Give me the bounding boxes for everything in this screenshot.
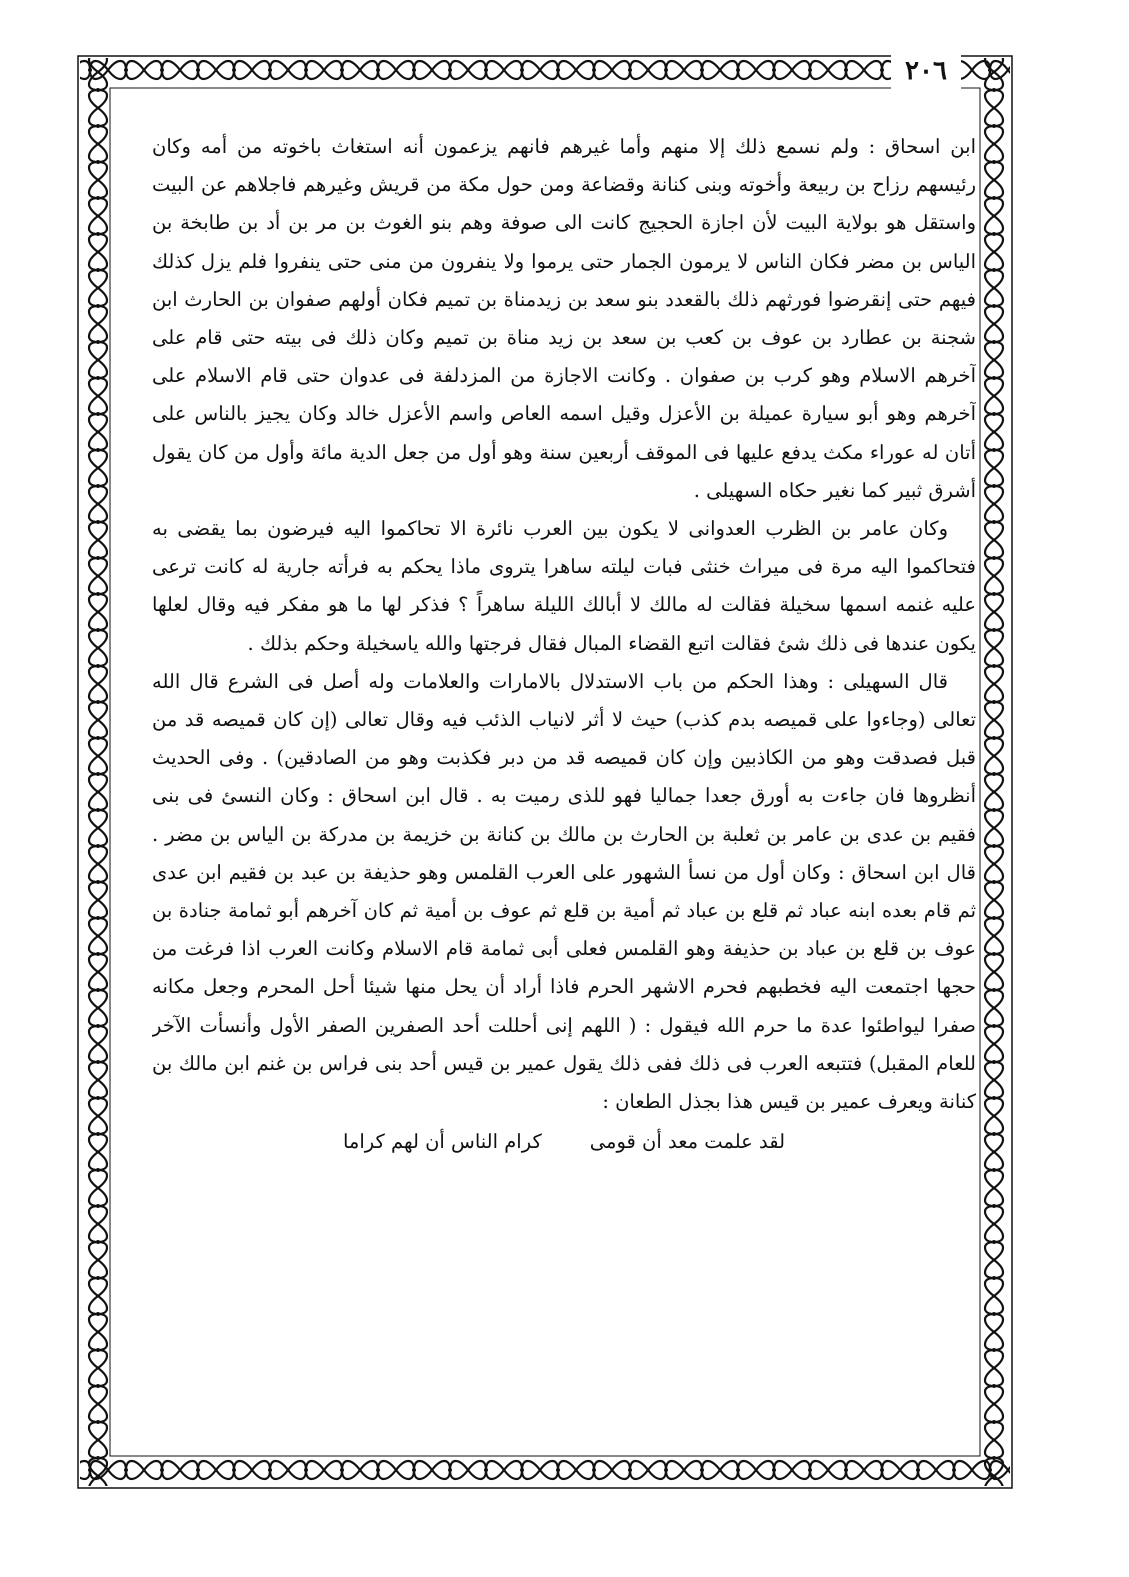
paragraph-2: وكان عامر بن الظرب العدوانى لا يكون بين العرب نائرة الا تحاكموا اليه فيرضون بما يقضى به فتحاكموا اليه مرة فى ميراث خنثى فبات ليلته ساهرا يتروى ماذا يحكم به فرأته جارية له كانت ترعى عليه غنمه اسمها سخيلة فقالت له مالك لا أبالك الليلة ساهراً ؟ فذكر لها ما هو مفكر فيه وقال لعلها يكون عندها فى ذلك شئ فقالت اتبع القضاء المبال فقال فرجتها والله ياسخيلة وحكم بذلك . bbox=[152, 517, 976, 655]
verse-second-hemistich: كرام الناس أن لهم كراما bbox=[342, 1130, 542, 1154]
verse-first-hemistich: لقد علمت معد أن قومى bbox=[589, 1130, 786, 1154]
page-body bbox=[152, 128, 976, 1458]
poetry-verse bbox=[152, 1123, 976, 1161]
paragraph-1: ابن اسحاق : ولم نسمع ذلك إلا منهم وأما غيرهم فانهم يزعمون أنه استغاث باخوته من أمه وكان رئيسهم رزاح بن ربيعة وأخوته وبنى كنانة وقضاعة ومن حول مكة من قريش وغيرهم فاجلاهم عن البيت واستقل هو بولاية البيت لأن اجازة الحجيج كانت الى صوفة وهم بنو الغوث بن مر بن أد بن طابخة بن الياس بن مضر فكان الناس لا يرمون الجمار حتى يرموا ولا ينفرون من منى حتى ينفروا فلم يزل كذلك فيهم حتى إنقرضوا فورثهم ذلك بالقعدد بنو سعد بن زيدمناة بن تميم فكان أولهم صفوان بن الحارث ابن شجنة بن عطارد بن عوف بن كعب بن سعد بن زيد مناة بن تميم وكان ذلك فى بيته حتى قام على آخرهم الاسلام وهو كرب بن صفوان . وكانت الاجازة من المزدلفة فى عدوان حتى قام الاسلام على آخرهم وهو أبو سيارة عميلة بن الأعزل وقيل اسمه العاص واسم الأعزل خالد وكان يجيز بالناس على أتان له عوراء مكث يدفع عليها فى الموقف أربعين سنة وهو أول من جعل الدية مائة وأول من كان يقول أشرق ثبير كما نغير حكاه السهيلى . bbox=[152, 135, 976, 502]
paragraph-3: قال السهيلى : وهذا الحكم من باب الاستدلال بالامارات والعلامات وله أصل فى الشرع قال الله تعالى (وجاءوا على قميصه بدم كذب) حيث لا أثر لانياب الذئب فيه وقال تعالى (إن كان قميصه قد من قبل فصدقت وهو من الكاذبين وإن كان قميصه قد من دبر فكذبت وهو من الصادقين) . وفى الحديث أنظروها فان جاءت به أورق جعدا جماليا فهو للذى رميت به . قال ابن اسحاق : وكان النسئ فى بنى فقيم بن عدى بن عامر بن ثعلبة بن الحارث بن مالك بن كنانة بن خزيمة بن مدركة بن الياس بن مضر . قال ابن اسحاق : وكان أول من نسأ الشهور على العرب القلمس وهو حذيفة بن عبد بن فقيم ابن عدى ثم قام بعده ابنه عباد ثم قلع بن عباد ثم أمية بن قلع ثم عوف بن أمية ثم كان آخرهم أبو ثمامة جنادة بن عوف بن قلع بن عباد بن حذيفة وهو القلمس فعلى أبى ثمامة قام الاسلام وكانت العرب اذا فرغت من حجها اجتمعت اليه فخطبهم فحرم الاشهر الحرم فاذا أراد أن يحل منها شيئا أحل المحرم وجعل مكانه صفرا ليواطئوا عدة ما حرم الله فيقول : ( اللهم إنى أحللت أحد الصفرين الصفر الأول وأنسأت الآخر للعام المقبل) فتتبعه العرب فى ذلك ففى ذلك يقول عمير بن قيس أحد بنى فراس بن غنم ابن مالك بن كنانة ويعرف عمير بن قيس هذا بجذل الطعان : bbox=[152, 669, 976, 1114]
page-number: ٢٠٦ bbox=[891, 53, 961, 89]
